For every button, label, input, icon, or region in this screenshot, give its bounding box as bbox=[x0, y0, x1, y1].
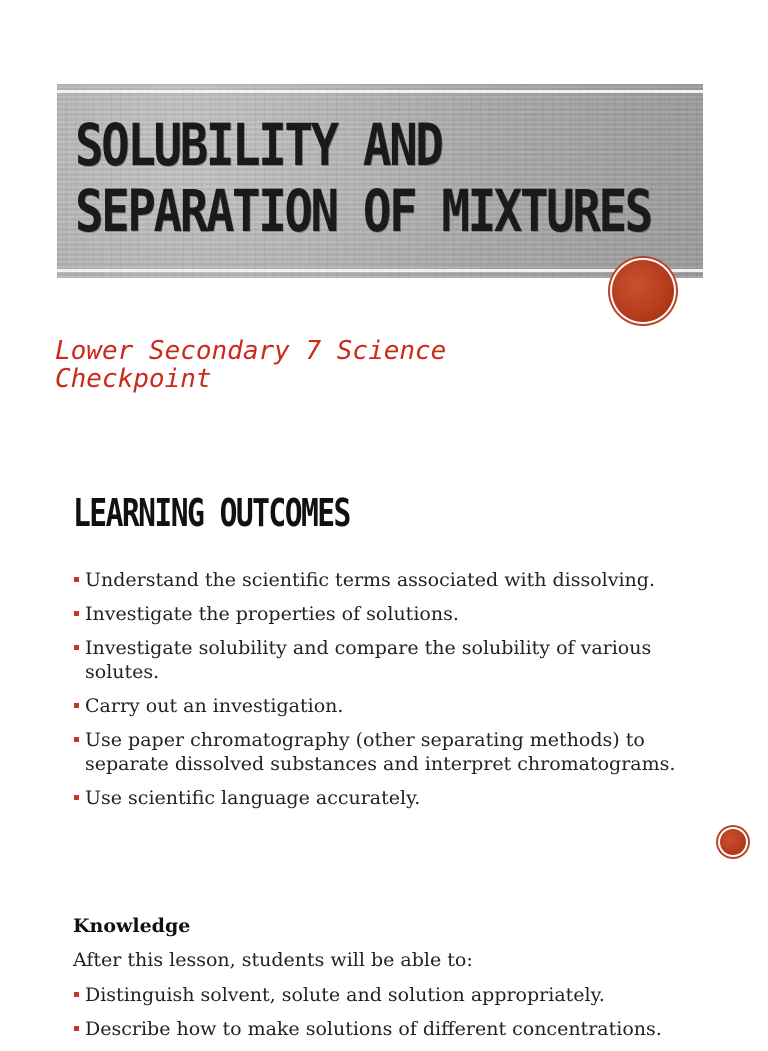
list-item bbox=[73, 602, 698, 626]
slide-title bbox=[75, 111, 651, 245]
bullet-icon bbox=[74, 1026, 79, 1031]
list-item bbox=[73, 786, 698, 810]
list-item bbox=[73, 568, 698, 592]
bullet-icon bbox=[74, 577, 79, 582]
subtitle-line-2: Checkpoint bbox=[55, 364, 212, 394]
bullet-icon bbox=[74, 703, 79, 708]
decorative-circle-icon bbox=[612, 260, 674, 322]
list-item-text: Use paper chromatography (other separating methods) to separate dissolved substances and interpret chromatograms. bbox=[85, 729, 676, 775]
bullet-icon bbox=[74, 645, 79, 650]
slide-title-line-2: SEPARATION OF MIXTURES bbox=[75, 177, 651, 245]
list-item-text: Carry out an investigation. bbox=[85, 695, 344, 717]
list-item bbox=[73, 636, 698, 684]
banner-stripe-bottom bbox=[57, 269, 703, 272]
list-item bbox=[73, 728, 698, 776]
list-item-text: Understand the scientific terms associated with dissolving. bbox=[85, 569, 655, 591]
knowledge-list bbox=[73, 983, 698, 1051]
list-item-text: Investigate solubility and compare the solubility of various solutes. bbox=[85, 637, 652, 683]
list-item bbox=[73, 1017, 698, 1041]
slide-subtitle bbox=[55, 337, 675, 393]
list-item-text: Distinguish solvent, solute and solution appropriately. bbox=[85, 984, 605, 1006]
list-item bbox=[73, 694, 698, 718]
section-heading: LEARNING OUTCOMES bbox=[73, 491, 350, 535]
banner-stripe-top bbox=[57, 90, 703, 93]
knowledge-intro: After this lesson, students will be able to: bbox=[73, 949, 473, 971]
bullet-icon bbox=[74, 795, 79, 800]
list-item-text: Investigate the properties of solutions. bbox=[85, 603, 459, 625]
decorative-circle-icon bbox=[720, 829, 746, 855]
bullet-icon bbox=[74, 992, 79, 997]
bullet-icon bbox=[74, 737, 79, 742]
outcomes-list bbox=[73, 568, 698, 820]
subtitle-line-1: Lower Secondary 7 Science bbox=[55, 336, 447, 366]
knowledge-heading: Knowledge bbox=[73, 915, 191, 937]
bullet-icon bbox=[74, 611, 79, 616]
title-banner bbox=[57, 84, 703, 278]
list-item bbox=[73, 983, 698, 1007]
slide-title-line-1: SOLUBILITY AND bbox=[75, 111, 442, 179]
list-item-text: Use scientific language accurately. bbox=[85, 787, 421, 809]
title-slide bbox=[0, 0, 768, 452]
list-item-text: Describe how to make solutions of different concentrations. bbox=[85, 1018, 662, 1040]
